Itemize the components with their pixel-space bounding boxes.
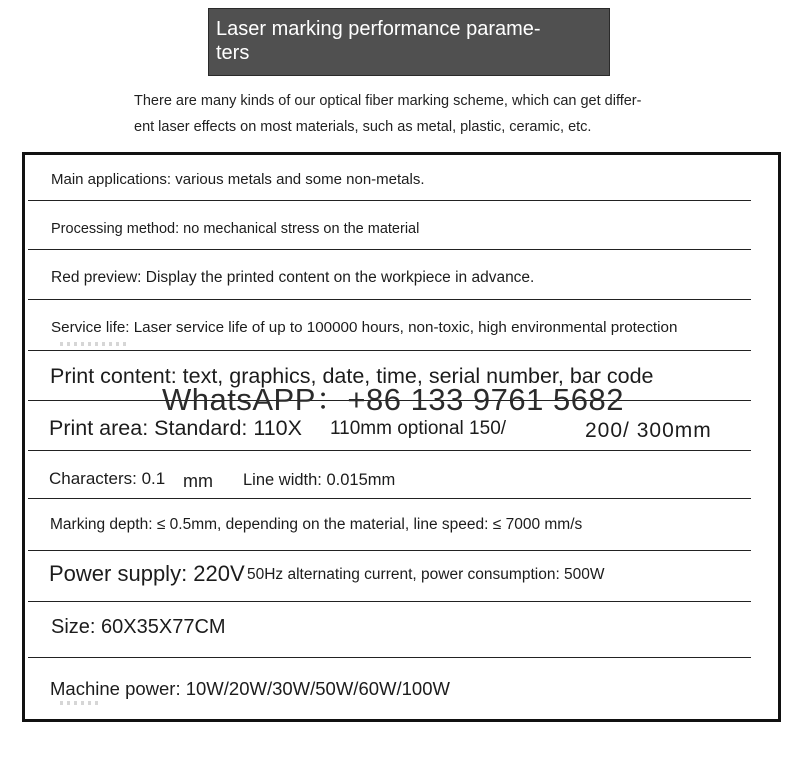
row-divider <box>28 550 751 551</box>
row-characters-unit: mm <box>183 471 213 491</box>
intro-line-2: ent laser effects on most materials, such as metal, plastic, ceramic, etc. <box>134 119 592 135</box>
row-divider <box>28 498 751 499</box>
faded-text-fragment <box>60 701 100 705</box>
row-print-area-size: 110mm optional 150/ <box>330 418 507 439</box>
row-applications: Main applications: various metals and some non-metals. <box>51 171 425 188</box>
row-machine-power: Machine power: 10W/20W/30W/50W/60W/100W <box>50 678 450 699</box>
row-service-life: Service life: Laser service life of up to 100000 hours, non-toxic, high environmental protection <box>51 319 678 336</box>
row-divider <box>28 450 751 451</box>
row-size: Size: 60X35X77CM <box>51 616 226 638</box>
row-divider <box>28 249 751 250</box>
row-power-details: 50Hz alternating current, power consumption: 500W <box>247 566 605 583</box>
page-title: Laser marking performance parame-ters <box>208 8 610 76</box>
row-line-width: Line width: 0.015mm <box>243 471 396 489</box>
row-divider <box>28 200 751 201</box>
row-power-supply: Power supply: 220V <box>49 561 245 586</box>
whatsapp-watermark: WhatsAPP：+86 133 9761 5682 <box>162 382 624 417</box>
row-divider <box>28 601 751 602</box>
intro-line-1: There are many kinds of our optical fiber marking scheme, which can get differ- <box>134 93 642 109</box>
row-divider <box>28 657 751 658</box>
row-print-area: Print area: Standard: 110X <box>49 416 302 440</box>
row-divider <box>28 299 751 300</box>
row-marking-depth: Marking depth: ≤ 0.5mm, depending on the material, line speed: ≤ 7000 mm/s <box>50 516 583 533</box>
row-print-content: Print content: text, graphics, date, time, serial number, bar code <box>50 364 654 388</box>
intro-paragraph <box>134 88 699 140</box>
row-characters: Characters: 0.1 <box>49 469 166 488</box>
row-processing-method: Processing method: no mechanical stress on the material <box>51 221 420 237</box>
faded-text-fragment <box>60 342 130 346</box>
row-red-preview: Red preview: Display the printed content on the workpiece in advance. <box>51 269 535 286</box>
row-divider <box>28 350 751 351</box>
row-print-area-optional: 200/ 300mm <box>585 419 712 442</box>
